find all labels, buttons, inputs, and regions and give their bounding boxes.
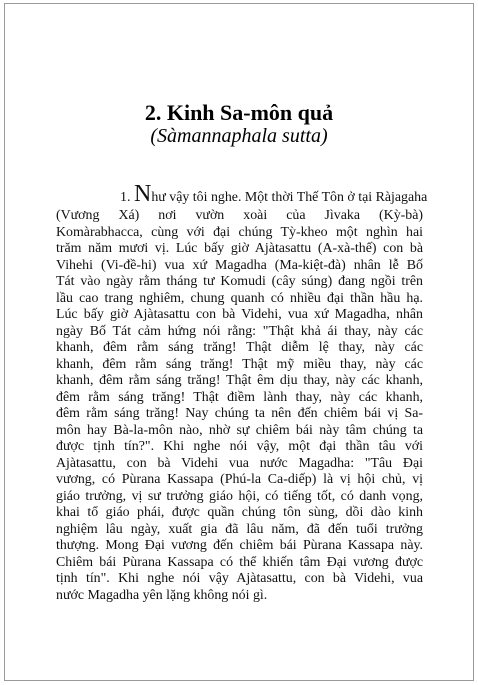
chapter-subtitle: (Sàmannaphala sutta) [150,125,328,147]
body-line: Komàrabhacca, cùng với đại chúng Tỳ-kheo một nghìn hai [56,224,423,240]
body-line: Ajàtasattu, con bà Videhi vua nước Magadha: "Tâu Đại [56,455,423,471]
body-line: giáo trưởng, vị sư trưởng giáo hội, có tiếng tốt, có danh vọng, [56,488,423,504]
chapter-title: 2. Kinh Sa-môn quả [144,100,334,125]
body-line: (Vương Xá) nơi vườn xoài của Jìvaka (Kỳ-bà) [56,208,423,223]
first-line-text: hư vậy tôi nghe. Một thời Thế Tôn ở tại Ràjagaha [151,190,428,205]
body-line: khanh, đêm rằm sáng trăng! Thật êm dịu thay, này các khanh, [56,373,423,388]
drop-cap: N [133,181,152,207]
body-line: lầu cao trang nghiêm, chung quanh có nhiều đại thần hầu hạ. [56,290,423,306]
body-line: môn hay Bà-la-môn nào, nhờ sự chiêm bái này tâm chúng ta [56,422,423,438]
body-line: Lúc bấy giờ Ajàtasattu con bà Videhi, vua xứ Magadha, nhân [56,307,423,322]
body-line: vương, có Pùrana Kassapa (Phú-la Ca-diếp) là vị hội chủ, vị [56,472,423,487]
paragraph-number: 1. [120,190,131,205]
body-line: nghiệm lâu ngày, xuất gia đã lâu năm, đã đến tuổi trưởng [56,521,423,537]
body-line: trăm năm mươi vị. Lúc bấy giờ Ajàtasattu (A-xà-thế) con bà [56,241,423,256]
body-line: được tịnh tín?". Khi nghe nói vậy, một đại thần tâu với [56,439,423,454]
body-line: tịnh tín". Khi nghe nói vậy Ajàtasattu, con bà Videhi, vua [56,571,423,586]
body-line: ngày Bố Tát cảm hứng nói rằng: "Thật khả ái thay, này các [56,323,423,339]
body-paragraph [56,181,428,604]
body-line: Tát vào ngày rằm tháng tư Komudi (cây súng) đang ngồi trên [56,274,423,289]
document-page [4,3,474,681]
body-line: khanh, đêm rằm sáng trăng! Thật diễm lệ thay, này các [56,340,423,355]
body-line: đêm rằm sáng trăng! Nay chúng ta nên đến chiêm bái vị Sa- [56,406,423,421]
first-line [56,181,428,208]
body-line: Vihehi (Vi-đề-hi) vua xứ Magadha (Ma-kiệt-đà) nhân lễ Bố [56,257,423,273]
body-line: Chiêm bái Pùrana Kassapa có thể khiến tâm Đại vương được [56,554,423,570]
body-line: khanh, đêm rằm sáng trăng! Thật mỹ miều thay, này các [56,356,423,372]
body-line: nước Magadha yên lặng không nói gì. [56,587,268,603]
body-line: khai tổ giáo phái, được quần chúng tôn sùng, dồi dào kinh [56,505,423,520]
body-line: đêm rằm sáng trăng! Thật điềm lành thay, này các khanh, [56,389,423,405]
body-line: thượng. Mong Đại vương đến chiêm bái Pùrana Kassapa này. [56,538,423,553]
